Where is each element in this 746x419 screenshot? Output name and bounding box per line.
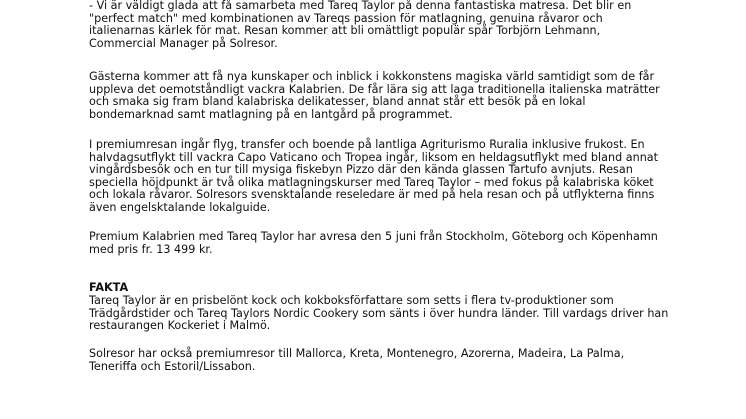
departure-price-paragraph: Premium Kalabrien med Tareq Taylor har avresa den 5 juni från Stockholm, Göteborg och Köpenhamn med pris fr. 13 499 kr. [89,230,658,256]
trip-details-paragraph: I premiumresan ingår flyg, transfer och boende på lantliga Agriturismo Ruralia inklusive frukost. En halvdagsutflykt till vackra Capo Vaticano och Tropea ingår, liksom en heldagsutflykt med bland annat vingårdsbesök och en tur till mysiga fiskebyn Pizzo där den kända glassen Tartufo avnjuts. Resan speciella höjdpunkt är två olika matlagningskurser med Tareq Taylor – med fokus på kalabriska köket och lokala råvaror. Solresors svensktalande reseledare är med på hela resan och på utflykterna finns även engelsktalande lokalguide. [89,138,659,214]
quote-paragraph: - Vi är väldigt glada att få samarbeta med Tareq Taylor på denna fantastiska matresa. Det blir en "perfect match" med kombinationen av Tareqs passion för matlagning, genuina råvaror och italienarnas kärlek för mat. Resan kommer att bli omättligt populär spår Torbjörn Lehmann, Commercial Manager på Solresor. [89,0,632,50]
guest-experience-paragraph: Gästerna kommer att få nya kunskaper och inblick i kokkonstens magiska värld samtidigt som de får uppleva det oemotståndligt vackra Kalabrien. De får lära sig att laga traditionella italienska maträtter och smaka sig fram bland kalabriska delikatesser, bland annat står ett besök på en lokal bondemarknad samt matlagning på en lantgård på programmet. [89,70,660,121]
fakta-bio-paragraph: Tareq Taylor är en prisbelönt kock och kokboksförfattare som setts i flera tv-produktioner som Trädgårdstider och Tareq Taylors Nordic Cookery som sänts i över hundra länder. Till vardags driver han restaurangen Kockeriet i Malmö. [89,294,669,333]
fakta-destinations-paragraph: Solresor har också premiumresor till Mallorca, Kreta, Montenegro, Azorerna, Madeira, La Palma, Teneriffa och Estoril/Lissabon. [89,347,625,373]
fakta-heading: FAKTA [89,281,129,294]
